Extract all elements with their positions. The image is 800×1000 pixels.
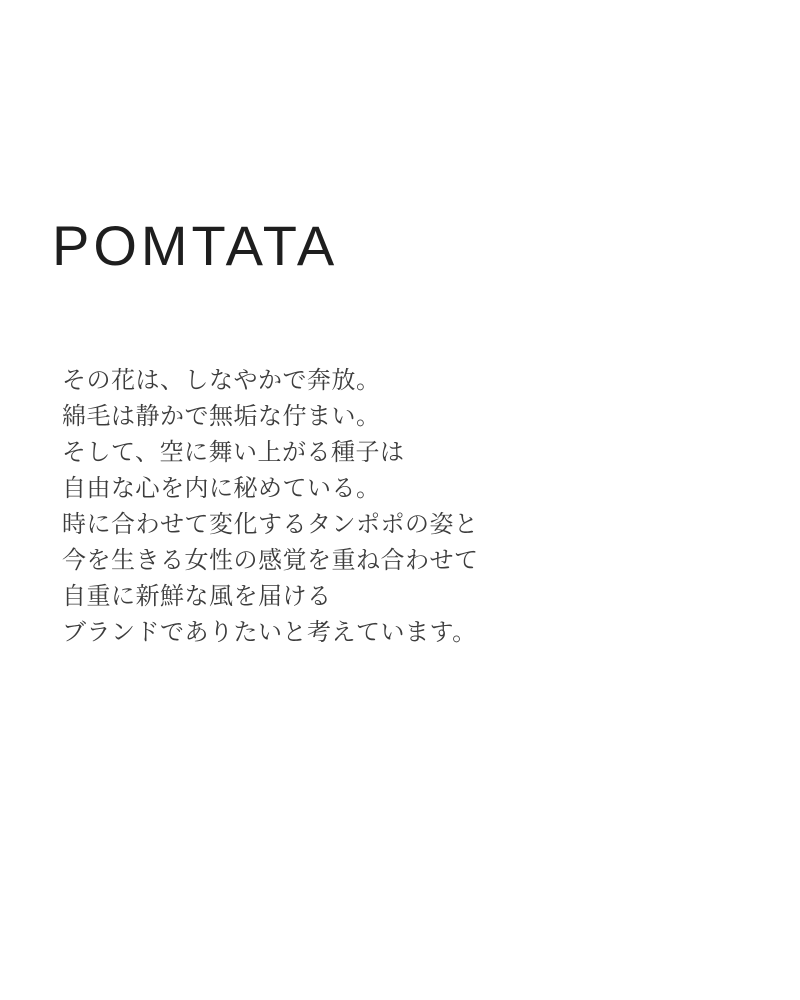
statement-line: 綿毛は静かで無垢な佇まい。 (62, 402, 381, 430)
statement-line: ブランドでありたいと考えています。 (62, 618, 477, 646)
brand-statement (62, 362, 479, 650)
statement-line: 時に合わせて変化するタンポポの姿と (62, 510, 479, 538)
statement-line: そして、空に舞い上がる種子は (62, 438, 405, 466)
statement-line: 自由な心を内に秘めている。 (62, 474, 381, 502)
statement-line: 今を生きる女性の感覚を重ね合わせて (62, 546, 479, 574)
statement-line: その花は、しなやかで奔放。 (62, 366, 381, 394)
brand-title: POMTATA (52, 213, 339, 277)
statement-line: 自重に新鮮な風を届ける (62, 582, 332, 610)
